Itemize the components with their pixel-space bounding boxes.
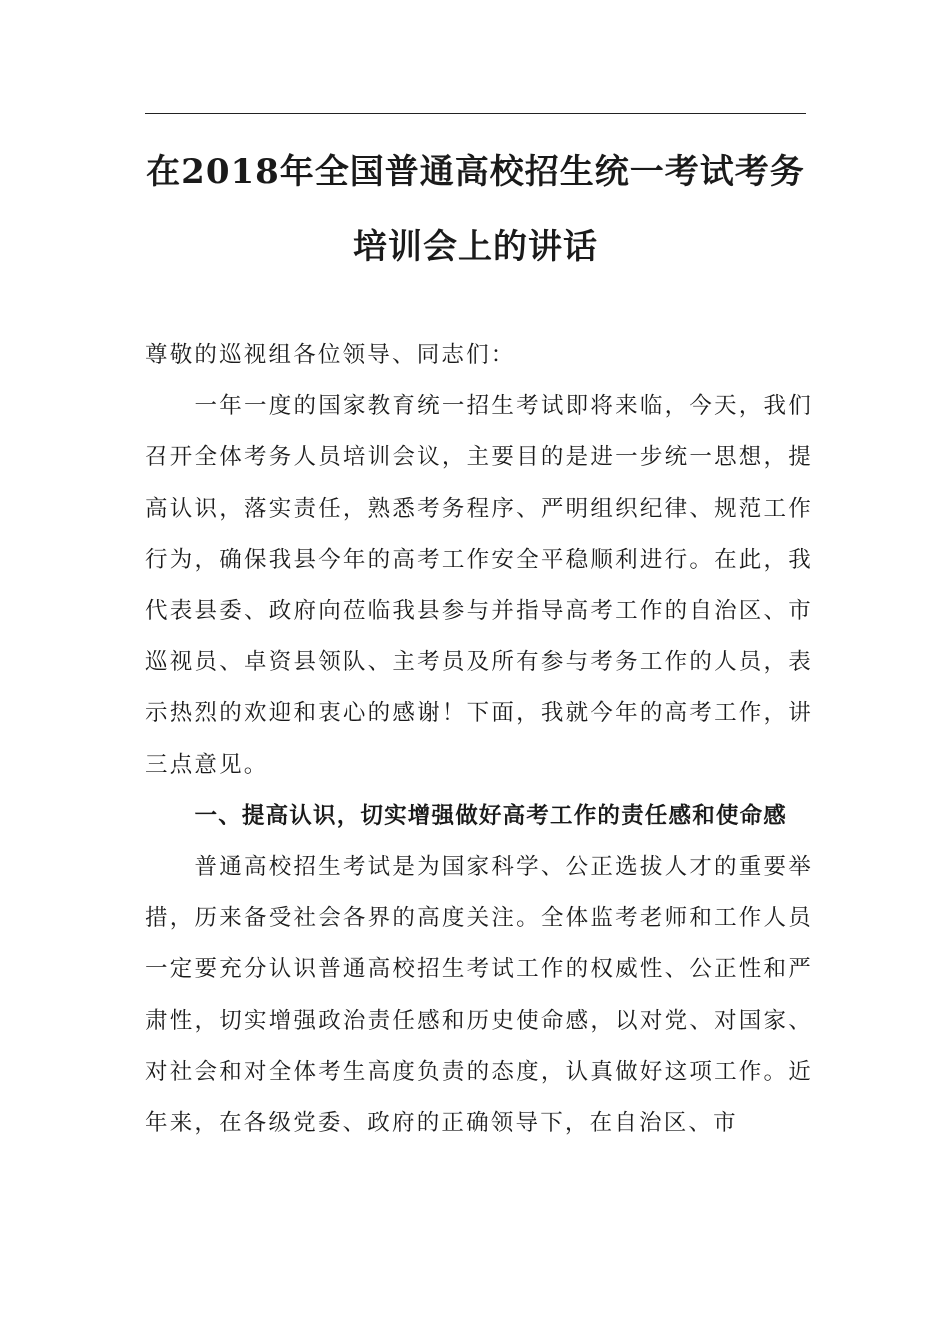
document-title-line-2: 培训会上的讲话 bbox=[353, 227, 598, 267]
paragraph-section-1: 普通高校招生考试是为国家科学、公正选拔人才的重要举措，历来备受社会各界的高度关注。全体监考老师和工作人员一定要充分认识普通高校招生考试工作的权威性、公正性和严肃性，切实增强政治责任感和历史使命感，以对党、对国家、对社会和对全体考生高度负责的态度，认真做好这项工作。近年来，在各级党委、政府的正确领导下，在自治区、市 bbox=[145, 854, 813, 1137]
section-heading-1: 一、提高认识，切实增强做好高考工作的责任感和使命感 bbox=[194, 802, 788, 829]
document-body bbox=[145, 330, 813, 1149]
paragraph-intro: 一年一度的国家教育统一招生考试即将来临，今天，我们召开全体考务人员培训会议，主要目的是进一步统一思想，提高认识，落实责任，熟悉考务程序、严明组织纪律、规范工作行为，确保我县今年的高考工作安全平稳顺利进行。在此，我代表县委、政府向莅临我县参与并指导高考工作的自治区、市巡视员、卓资县领队、主考员及所有参与考务工作的人员，表示热烈的欢迎和衷心的感谢！下面，我就今年的高考工作，讲三点意见。 bbox=[145, 393, 813, 778]
header-rule bbox=[145, 113, 806, 114]
salutation: 尊敬的巡视组各位领导、同志们： bbox=[145, 342, 516, 368]
document-title-line-1: 在2018年全国普通高校招生统一考试考务 bbox=[146, 152, 805, 192]
